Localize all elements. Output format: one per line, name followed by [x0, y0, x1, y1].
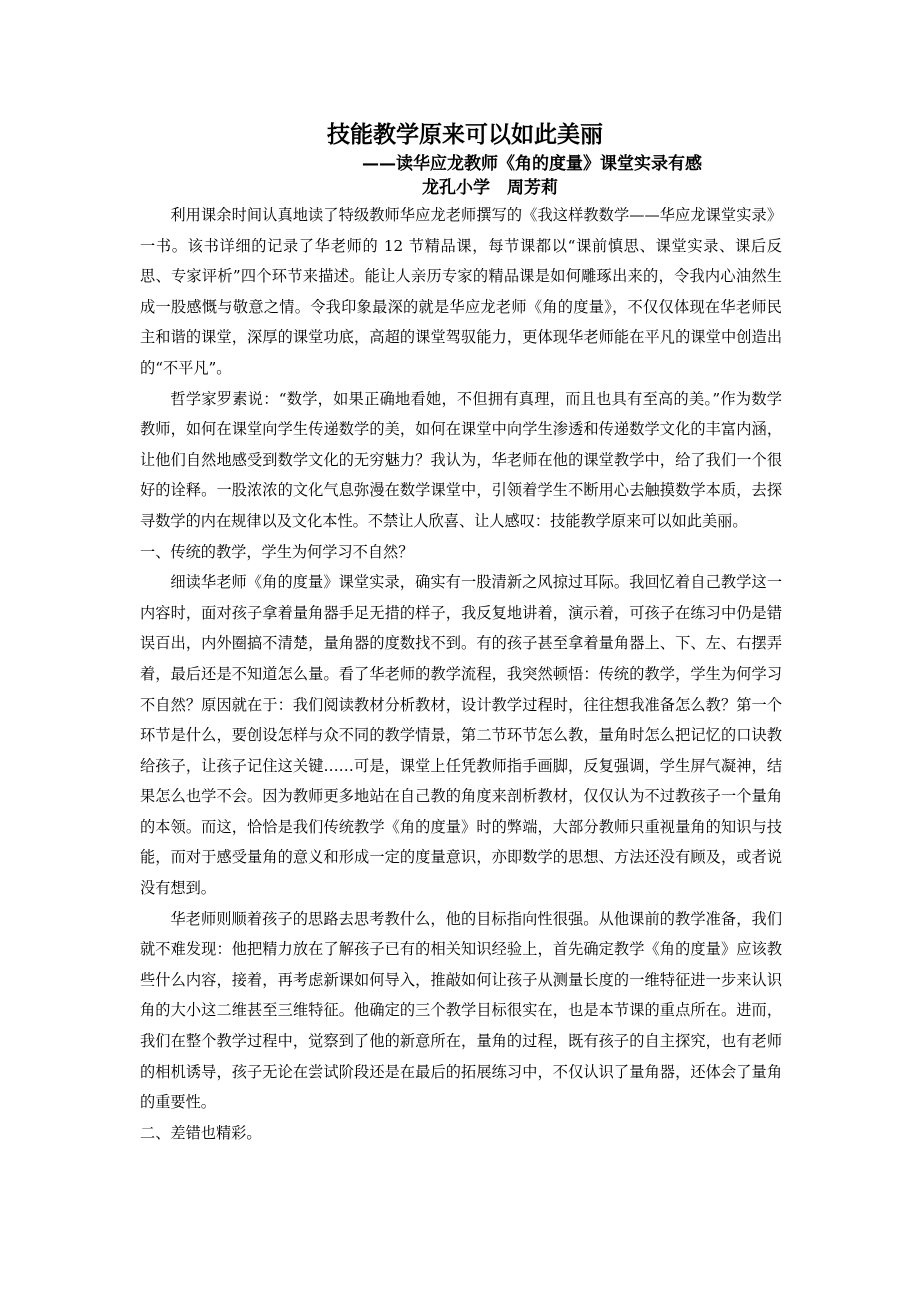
section-1-paragraph-1: 细读华老师《角的度量》课堂实录，确实有一股清新之风掠过耳际。我回忆着自己教学这一内容时，面对孩子拿着量角器手足无措的样子，我反复地讲着，演示着，可孩子在练习中仍是错误百出，内外圈搞不清楚，量角器的度数找不到。有的孩子甚至拿着量角器上、下、左、右摆弄着，最后还是不知道怎么量。看了华老师的教学流程，我突然顿悟：传统的教学，学生为何学习不自然？原因就在于：我们阅读教材分析教材，设计教学过程时，往往想我准备怎么教？第一个环节是什么，要创设怎样与众不同的教学情景，第二节环节怎么教，量角时怎么把记忆的口诀教给孩子，让孩子记住这关键……可是，课堂上任凭教师指手画脚，反复强调，学生屏气凝神，结果怎么也学不会。因为教师更多地站在自己教的角度来剖析教材，仅仅认为不过教孩子一个量角的本领。而这，恰恰是我们传统教学《角的度量》时的弊端，大部分教师只重视量角的知识与技能，而对于感受量角的意义和形成一定的度量意识，亦即数学的思想、方法还没有顾及，或者说没有想到。 [140, 573, 782, 898]
article-author: 龙孔小学 周芳莉 [422, 178, 558, 198]
section-1-paragraph-2: 华老师则顺着孩子的思路去思考教什么，他的目标指向性很强。从他课前的教学准备，我们就不难发现：他把精力放在了解孩子已有的相关知识经验上，首先确定教学《角的度量》应该教些什么内容，接着，再考虑新课如何导入，推敲如何让孩子从测量长度的一维特征进一步来认识角的大小这二维甚至三维特征。他确定的三个教学目标很实在，也是本节课的重点所在。进而，我们在整个教学过程中，觉察到了他的新意所在，量角的过程，既有孩子的自主探究，也有老师的相机诱导，孩子无论在尝试阶段还是在最后的拓展练习中，不仅认识了量角器，还体会了量角的重要性。 [140, 909, 782, 1112]
article-title: 技能教学原来可以如此美丽 [327, 122, 603, 148]
section-2-heading: 二、差错也精彩。 [140, 1123, 262, 1142]
article [140, 118, 782, 1148]
article-subtitle: ——读华应龙教师《角的度量》课堂实录有感 [362, 154, 702, 174]
section-1-heading: 一、传统的教学，学生为何学习不自然？ [140, 542, 414, 561]
intro-paragraph-2: 哲学家罗素说：“数学，如果正确地看她，不但拥有真理，而且也具有至高的美。”作为数学教师，如何在课堂向学生传递数学的美，如何在课堂中向学生渗透和传递数学文化的丰富内涵，让他们自然地感受到数学文化的无穷魅力？我认为，华老师在他的课堂教学中，给了我们一个很好的诠释。一股浓浓的文化气息弥漫在数学课堂中，引领着学生不断用心去触摸数学本质，去探寻数学的内在规律以及文化本性。不禁让人欣喜、让人感叹：技能教学原来可以如此美丽。 [140, 389, 782, 530]
intro-paragraph-1: 利用课余时间认真地读了特级教师华应龙老师撰写的《我这样教数学——华应龙课堂实录》一书。该书详细的记录了华老师的 12 节精品课，每节课都以“课前慎思、课堂实录、课后反思、专家评析”四个环节来描述。能让人亲历专家的精品课是如何雕琢出来的，令我内心油然生成一股感慨与敬意之情。令我印象最深的就是华应龙老师《角的度量》，不仅仅体现在华老师民主和谐的课堂，深厚的课堂功底，高超的课堂驾驭能力，更体现华老师能在平凡的课堂中创造出的“不平凡”。 [140, 206, 782, 377]
